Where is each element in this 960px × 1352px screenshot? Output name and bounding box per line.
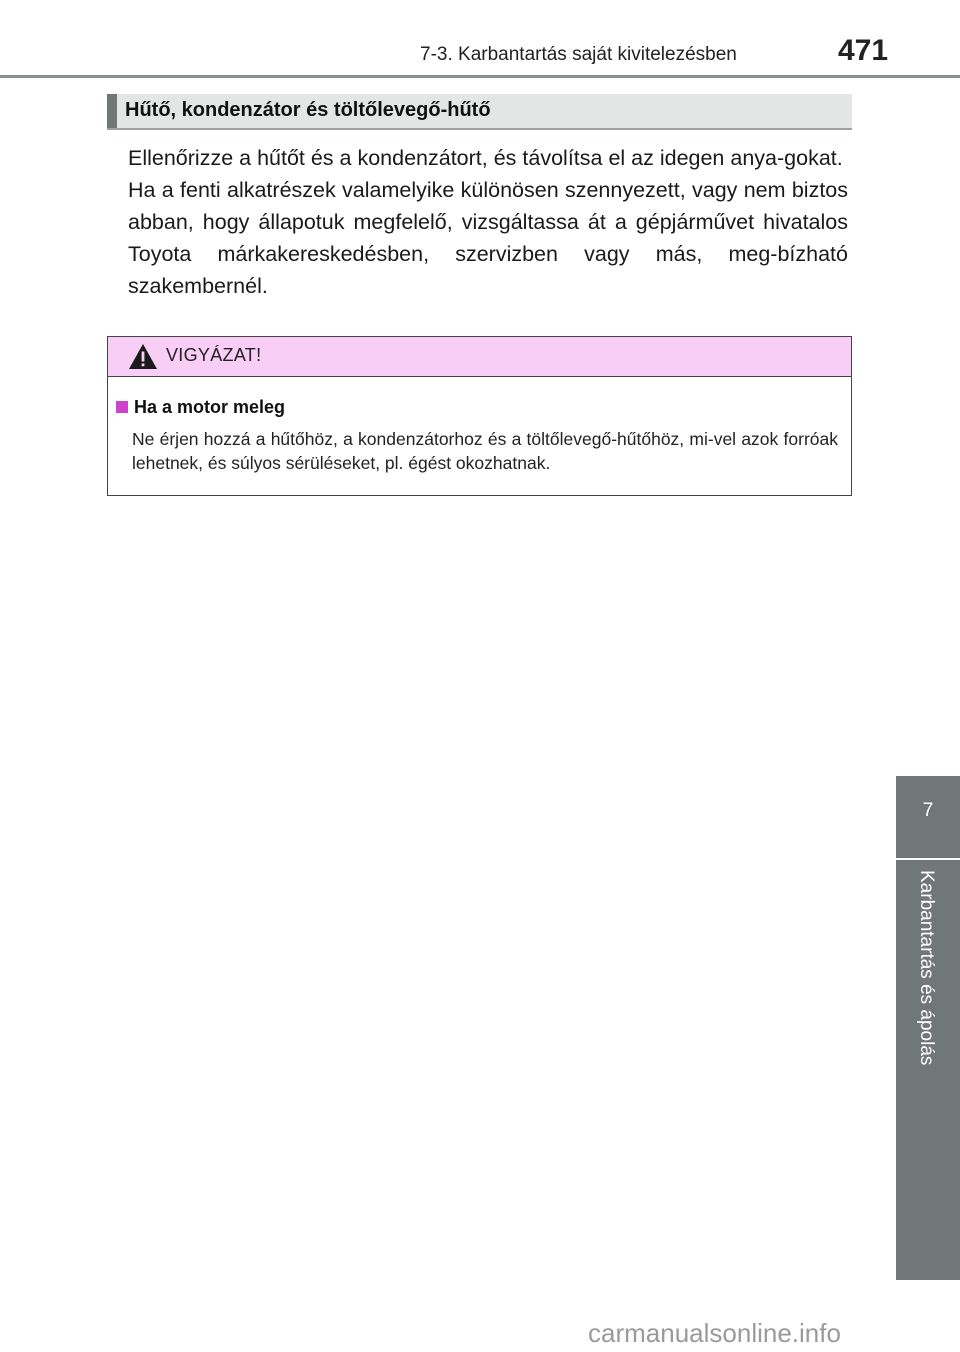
body-paragraph: Ellenőrizze a hűtőt és a kondenzátort, és távolítsa el az idegen anya-gokat. [128,146,843,170]
chapter-tab [896,776,960,858]
caution-subheading [116,397,285,418]
header-title: 7-3. Karbantartás saját kivitelezésben [420,44,737,65]
chapter-label: Karbantartás és ápolás [916,870,937,1066]
bullet-square-icon [116,401,128,413]
page-number: 471 [838,34,889,67]
watermark: carmanualsonline.info [588,1318,841,1348]
caution-subheading-text: Ha a motor meleg [134,397,286,417]
body-text [128,142,848,302]
chapter-number: 7 [922,800,934,821]
caution-text: Ne érjen hozzá a hűtőhöz, a kondenzátorhoz és a töltőlevegő-hűtőhöz, mi-vel azok forróak lehetnek, és súlyos sérüléseket, pl. égést okozhatnak. [132,429,838,473]
section-heading-accent [107,94,117,128]
section-title: Hűtő, kondenzátor és töltőlevegő-hűtő [125,99,491,121]
warning-triangle-icon [128,343,158,370]
caution-box [107,336,852,496]
caution-header [108,337,851,377]
section-heading-bar [107,94,852,130]
caution-label: VIGYÁZAT! [166,345,262,365]
header-rule [0,75,960,78]
body-paragraph: Ha a fenti alkatrészek valamelyike különösen szennyezett, vagy nem biztos abban, hogy állapotuk megfelelő, vizsgáltassa át a gépjárművet hivatalos Toyota márkakereskedésben, szervizben vagy más, meg-bízható szakembernél. [128,178,848,298]
chapter-label-tab [896,860,960,1280]
